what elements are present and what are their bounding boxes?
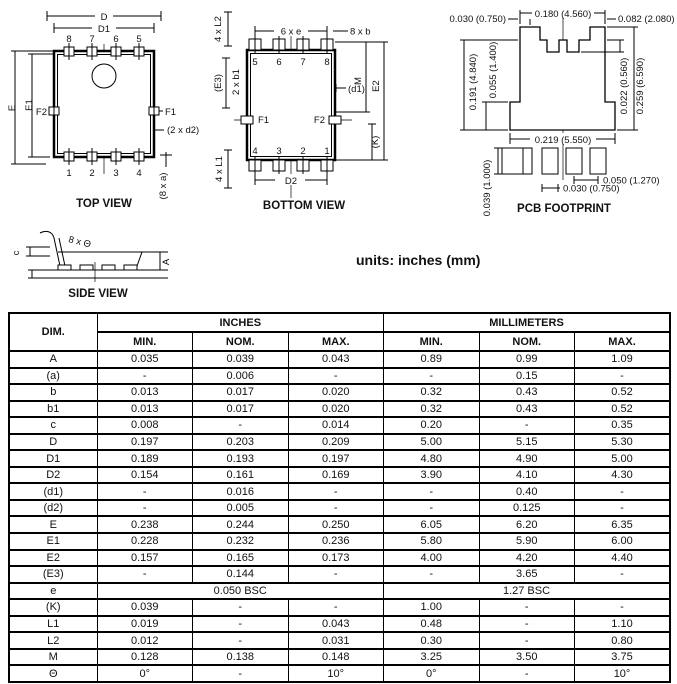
table-row bbox=[9, 500, 670, 517]
table-row bbox=[9, 583, 670, 600]
top-view-dim-d1: D1 bbox=[97, 24, 111, 35]
dim-value: 4.10 bbox=[479, 467, 575, 484]
dim-value: 0.99 bbox=[479, 351, 575, 368]
dim-value: 0.232 bbox=[193, 533, 289, 550]
dim-value: 3.75 bbox=[575, 649, 671, 666]
dim-value: 5.80 bbox=[384, 533, 480, 550]
bottom-view-dim-pitch: 6 x e bbox=[280, 26, 302, 38]
table-row bbox=[9, 368, 670, 385]
pcb-dim-mid-width: 0.219 (5.550) bbox=[534, 135, 592, 146]
side-view-dim-c: c bbox=[11, 250, 22, 256]
units-note: units: inches (mm) bbox=[356, 252, 481, 268]
dim-value: 0.189 bbox=[97, 450, 193, 467]
dim-label: (E3) bbox=[9, 566, 97, 583]
dim-value: 0.32 bbox=[384, 401, 480, 418]
dim-label: E2 bbox=[9, 550, 97, 567]
dim-table-body bbox=[9, 351, 670, 682]
top-view-drawing bbox=[6, 4, 212, 214]
dim-label: D2 bbox=[9, 467, 97, 484]
bottom-view-note-d1: (d1) bbox=[348, 84, 365, 95]
pcb-dim-right-outer: 0.259 (6.590) bbox=[635, 57, 646, 115]
dim-value: - bbox=[479, 665, 575, 682]
pcb-footprint-drawing bbox=[434, 2, 677, 218]
dim-value: 0.35 bbox=[575, 417, 671, 434]
dim-value: - bbox=[97, 566, 193, 583]
side-view-caption: SIDE VIEW bbox=[68, 288, 128, 300]
bottom-view-drawing bbox=[212, 2, 440, 214]
top-view-pin-3: 3 bbox=[113, 168, 119, 179]
dim-value: 0.169 bbox=[288, 467, 384, 484]
dim-value: 0° bbox=[97, 665, 193, 682]
dim-value: 0.128 bbox=[97, 649, 193, 666]
dim-value: 4.40 bbox=[575, 550, 671, 567]
dim-value: 0.017 bbox=[193, 401, 289, 418]
pcb-dim-right-inner: 0.022 (0.560) bbox=[619, 57, 630, 115]
top-view-pin-5: 5 bbox=[136, 34, 142, 45]
bottom-view-pin-2: 2 bbox=[300, 146, 306, 157]
dim-value: 3.65 bbox=[479, 566, 575, 583]
table-row bbox=[9, 483, 670, 500]
col-header-inches: INCHES bbox=[97, 313, 384, 332]
bottom-view-pin-1: 1 bbox=[324, 146, 330, 157]
table-row bbox=[9, 566, 670, 583]
pcb-dim-top-width: 0.180 (4.560) bbox=[534, 9, 592, 20]
bottom-view-pin-8: 8 bbox=[324, 57, 330, 68]
dim-value: 1.10 bbox=[575, 616, 671, 633]
top-view-dim-e1: E1 bbox=[24, 99, 35, 111]
dim-value: 0.157 bbox=[97, 550, 193, 567]
bottom-view-dim-e2: E2 bbox=[371, 80, 382, 92]
dim-label: M bbox=[9, 649, 97, 666]
bottom-view-pin-7: 7 bbox=[300, 57, 306, 68]
dim-value: 1.27 BSC bbox=[384, 583, 671, 600]
dim-label: E bbox=[9, 516, 97, 533]
dim-value: - bbox=[288, 368, 384, 385]
dim-value: - bbox=[479, 632, 575, 649]
table-row bbox=[9, 351, 670, 368]
top-view-pin-7: 7 bbox=[89, 34, 95, 45]
dimensions-table bbox=[8, 312, 671, 683]
dim-label: e bbox=[9, 583, 97, 600]
dim-value: 0.236 bbox=[288, 533, 384, 550]
dim-label: L2 bbox=[9, 632, 97, 649]
dim-value: 0.165 bbox=[193, 550, 289, 567]
table-row bbox=[9, 450, 670, 467]
col-header-inches-max: MAX. bbox=[288, 332, 384, 351]
col-header-inches-nom: NOM. bbox=[193, 332, 289, 351]
bottom-view-dim-b: 8 x b bbox=[350, 26, 371, 38]
dim-value: 0.52 bbox=[575, 401, 671, 418]
dim-value: 0.144 bbox=[193, 566, 289, 583]
dim-label: c bbox=[9, 417, 97, 434]
top-view-label-f1: F1 bbox=[165, 107, 177, 118]
dim-value: 0.017 bbox=[193, 384, 289, 401]
dim-value: 6.35 bbox=[575, 516, 671, 533]
dim-value: 0.148 bbox=[288, 649, 384, 666]
dim-value: 0.043 bbox=[288, 616, 384, 633]
table-row bbox=[9, 516, 670, 533]
table-row bbox=[9, 533, 670, 550]
dim-label: (a) bbox=[9, 368, 97, 385]
dim-value: 0.138 bbox=[193, 649, 289, 666]
dim-value: 0.173 bbox=[288, 550, 384, 567]
dim-label: (d1) bbox=[9, 483, 97, 500]
top-view-dim-d: D bbox=[100, 12, 108, 23]
dim-value: 0.48 bbox=[384, 616, 480, 633]
dim-value: 0.193 bbox=[193, 450, 289, 467]
dim-value: 0.014 bbox=[288, 417, 384, 434]
dim-value: 0.228 bbox=[97, 533, 193, 550]
table-header-row-2 bbox=[9, 332, 670, 351]
bottom-view-caption: BOTTOM VIEW bbox=[262, 200, 346, 212]
dim-value: 0.020 bbox=[288, 401, 384, 418]
dim-value: 4.20 bbox=[479, 550, 575, 567]
dim-value: 6.00 bbox=[575, 533, 671, 550]
dim-value: 0.013 bbox=[97, 384, 193, 401]
dim-value: 0.020 bbox=[288, 384, 384, 401]
dim-value: 0.197 bbox=[97, 434, 193, 451]
dim-value: 0.008 bbox=[97, 417, 193, 434]
dim-value: 4.90 bbox=[479, 450, 575, 467]
pcb-footprint-caption: PCB FOOTPRINT bbox=[517, 203, 611, 215]
dim-value: 0.197 bbox=[288, 450, 384, 467]
dim-value: - bbox=[193, 616, 289, 633]
dim-value: 0.15 bbox=[479, 368, 575, 385]
pcb-dim-pad-pitch: 0.050 (1.270) bbox=[603, 175, 660, 187]
top-view-pin-2: 2 bbox=[89, 168, 95, 179]
dim-value: 0.80 bbox=[575, 632, 671, 649]
dim-value: 0.244 bbox=[193, 516, 289, 533]
top-view-pin-1: 1 bbox=[66, 168, 72, 179]
table-row bbox=[9, 665, 670, 682]
dim-value: - bbox=[193, 599, 289, 616]
bottom-view-label-f1: F1 bbox=[258, 115, 270, 126]
dim-value: - bbox=[193, 665, 289, 682]
bottom-view-dim-d2: D2 bbox=[284, 176, 298, 187]
dim-label: E1 bbox=[9, 533, 97, 550]
bottom-view-dim-k: (K) bbox=[370, 135, 381, 149]
bottom-view-dim-l2: 4 x L2 bbox=[213, 16, 224, 42]
dim-value: - bbox=[288, 599, 384, 616]
top-view-note-d2: (2 x d2) bbox=[167, 125, 200, 136]
table-row bbox=[9, 616, 670, 633]
dim-value: 0.035 bbox=[97, 351, 193, 368]
side-view-drawing bbox=[6, 226, 186, 310]
pcb-dim-left-inner: 0.055 (1.400) bbox=[488, 41, 499, 99]
dim-value: 0.20 bbox=[384, 417, 480, 434]
table-row bbox=[9, 632, 670, 649]
dim-value: 3.50 bbox=[479, 649, 575, 666]
dim-value: 0.250 bbox=[288, 516, 384, 533]
table-row bbox=[9, 599, 670, 616]
dim-value: - bbox=[193, 417, 289, 434]
pcb-dim-top-left: 0.030 (0.750) bbox=[449, 14, 506, 25]
top-view-label-f2: F2 bbox=[35, 107, 47, 118]
bottom-view-pin-5: 5 bbox=[252, 57, 258, 68]
dim-value: 0.40 bbox=[479, 483, 575, 500]
dim-value: - bbox=[288, 566, 384, 583]
bottom-view-pin-4: 4 bbox=[252, 146, 258, 157]
dim-value: 0.89 bbox=[384, 351, 480, 368]
top-view-caption: TOP VIEW bbox=[76, 198, 132, 210]
dim-value: 6.05 bbox=[384, 516, 480, 533]
top-view-dim-e: E bbox=[7, 104, 18, 112]
bottom-view-dim-b1: 2 x b1 bbox=[231, 69, 242, 95]
dim-value: 0.154 bbox=[97, 467, 193, 484]
dim-value: 0.012 bbox=[97, 632, 193, 649]
dim-value: 10° bbox=[575, 665, 671, 682]
dim-value: 5.00 bbox=[575, 450, 671, 467]
dim-value: 1.00 bbox=[384, 599, 480, 616]
dim-value: - bbox=[384, 566, 480, 583]
dim-value: 0.039 bbox=[193, 351, 289, 368]
side-view-dim-a: A bbox=[161, 258, 172, 266]
dim-label: (K) bbox=[9, 599, 97, 616]
table-header-row-1 bbox=[9, 313, 670, 332]
dim-value: 0.016 bbox=[193, 483, 289, 500]
dim-value: 0.203 bbox=[193, 434, 289, 451]
dim-value: 3.25 bbox=[384, 649, 480, 666]
dim-value: 0.039 bbox=[97, 599, 193, 616]
dim-value: 0.43 bbox=[479, 401, 575, 418]
dim-value: 0.013 bbox=[97, 401, 193, 418]
dim-value: 0.161 bbox=[193, 467, 289, 484]
dim-value: 0.209 bbox=[288, 434, 384, 451]
table-row bbox=[9, 550, 670, 567]
col-header-mm-min: MIN. bbox=[384, 332, 480, 351]
dim-value: - bbox=[288, 483, 384, 500]
dim-label: L1 bbox=[9, 616, 97, 633]
dim-value: 10° bbox=[288, 665, 384, 682]
dim-value: 0.30 bbox=[384, 632, 480, 649]
dim-value: 0.019 bbox=[97, 616, 193, 633]
dim-value: 3.90 bbox=[384, 467, 480, 484]
dim-value: 5.00 bbox=[384, 434, 480, 451]
dim-value: 6.20 bbox=[479, 516, 575, 533]
dim-value: - bbox=[575, 483, 671, 500]
dim-label: b bbox=[9, 384, 97, 401]
dim-value: - bbox=[193, 632, 289, 649]
side-view-angle-note: 8 x Θ bbox=[67, 234, 92, 251]
dim-value: - bbox=[97, 500, 193, 517]
dim-value: - bbox=[384, 500, 480, 517]
dim-value: - bbox=[479, 616, 575, 633]
table-row bbox=[9, 401, 670, 418]
dim-value: 0.005 bbox=[193, 500, 289, 517]
bottom-view-pin-6: 6 bbox=[276, 57, 282, 68]
dim-value: 0.43 bbox=[479, 384, 575, 401]
table-row bbox=[9, 417, 670, 434]
pcb-dim-left-outer: 0.191 (4.840) bbox=[468, 53, 479, 111]
bottom-view-dim-e3: (E3) bbox=[213, 74, 224, 92]
col-header-mm-nom: NOM. bbox=[479, 332, 575, 351]
dim-label: b1 bbox=[9, 401, 97, 418]
table-row bbox=[9, 649, 670, 666]
bottom-view-pin-3: 3 bbox=[276, 146, 282, 157]
col-header-dim: DIM. bbox=[9, 313, 97, 351]
pcb-dim-pad-height: 0.039 (1.000) bbox=[482, 159, 493, 217]
dim-value: 4.80 bbox=[384, 450, 480, 467]
dim-label: Θ bbox=[9, 665, 97, 682]
dim-value: - bbox=[97, 483, 193, 500]
dim-value: 0.125 bbox=[479, 500, 575, 517]
col-header-mm-max: MAX. bbox=[575, 332, 671, 351]
dim-value: - bbox=[288, 500, 384, 517]
bottom-view-label-f2: F2 bbox=[313, 115, 325, 126]
dim-value: - bbox=[479, 599, 575, 616]
dim-value: 4.30 bbox=[575, 467, 671, 484]
top-view-pin-6: 6 bbox=[113, 34, 119, 45]
dim-value: 4.00 bbox=[384, 550, 480, 567]
dim-value: 5.30 bbox=[575, 434, 671, 451]
dim-value: - bbox=[575, 566, 671, 583]
top-view-pin-4: 4 bbox=[136, 168, 142, 179]
dim-value: 0.031 bbox=[288, 632, 384, 649]
col-header-inches-min: MIN. bbox=[97, 332, 193, 351]
top-view-pin-8: 8 bbox=[66, 34, 72, 45]
bottom-view-dim-m: M bbox=[353, 77, 364, 85]
dim-value: - bbox=[384, 368, 480, 385]
table-row bbox=[9, 467, 670, 484]
dim-label: D1 bbox=[9, 450, 97, 467]
table-row bbox=[9, 434, 670, 451]
dim-value: - bbox=[479, 417, 575, 434]
dim-value: - bbox=[575, 500, 671, 517]
pcb-dim-pad-width: 0.030 (0.750) bbox=[563, 183, 620, 195]
dim-value: 0.32 bbox=[384, 384, 480, 401]
dim-value: 1.09 bbox=[575, 351, 671, 368]
dim-label: (d2) bbox=[9, 500, 97, 517]
dim-value: 0.52 bbox=[575, 384, 671, 401]
dim-value: 0.006 bbox=[193, 368, 289, 385]
top-view-note-a: (8 x a) bbox=[158, 172, 169, 200]
pcb-dim-top-right: 0.082 (2.080) bbox=[618, 14, 675, 25]
dim-value: 5.15 bbox=[479, 434, 575, 451]
dim-value: - bbox=[575, 599, 671, 616]
dim-label: A bbox=[9, 351, 97, 368]
dim-value: 5.90 bbox=[479, 533, 575, 550]
dim-label: D bbox=[9, 434, 97, 451]
bottom-view-dim-l1: 4 x L1 bbox=[214, 156, 225, 182]
dim-value: - bbox=[97, 368, 193, 385]
col-header-millimeters: MILLIMETERS bbox=[384, 313, 671, 332]
dim-value: 0.238 bbox=[97, 516, 193, 533]
dim-value: 0.050 BSC bbox=[97, 583, 384, 600]
dim-value: - bbox=[575, 368, 671, 385]
table-row bbox=[9, 384, 670, 401]
dim-value: 0° bbox=[384, 665, 480, 682]
dim-value: 0.043 bbox=[288, 351, 384, 368]
dim-value: - bbox=[384, 483, 480, 500]
